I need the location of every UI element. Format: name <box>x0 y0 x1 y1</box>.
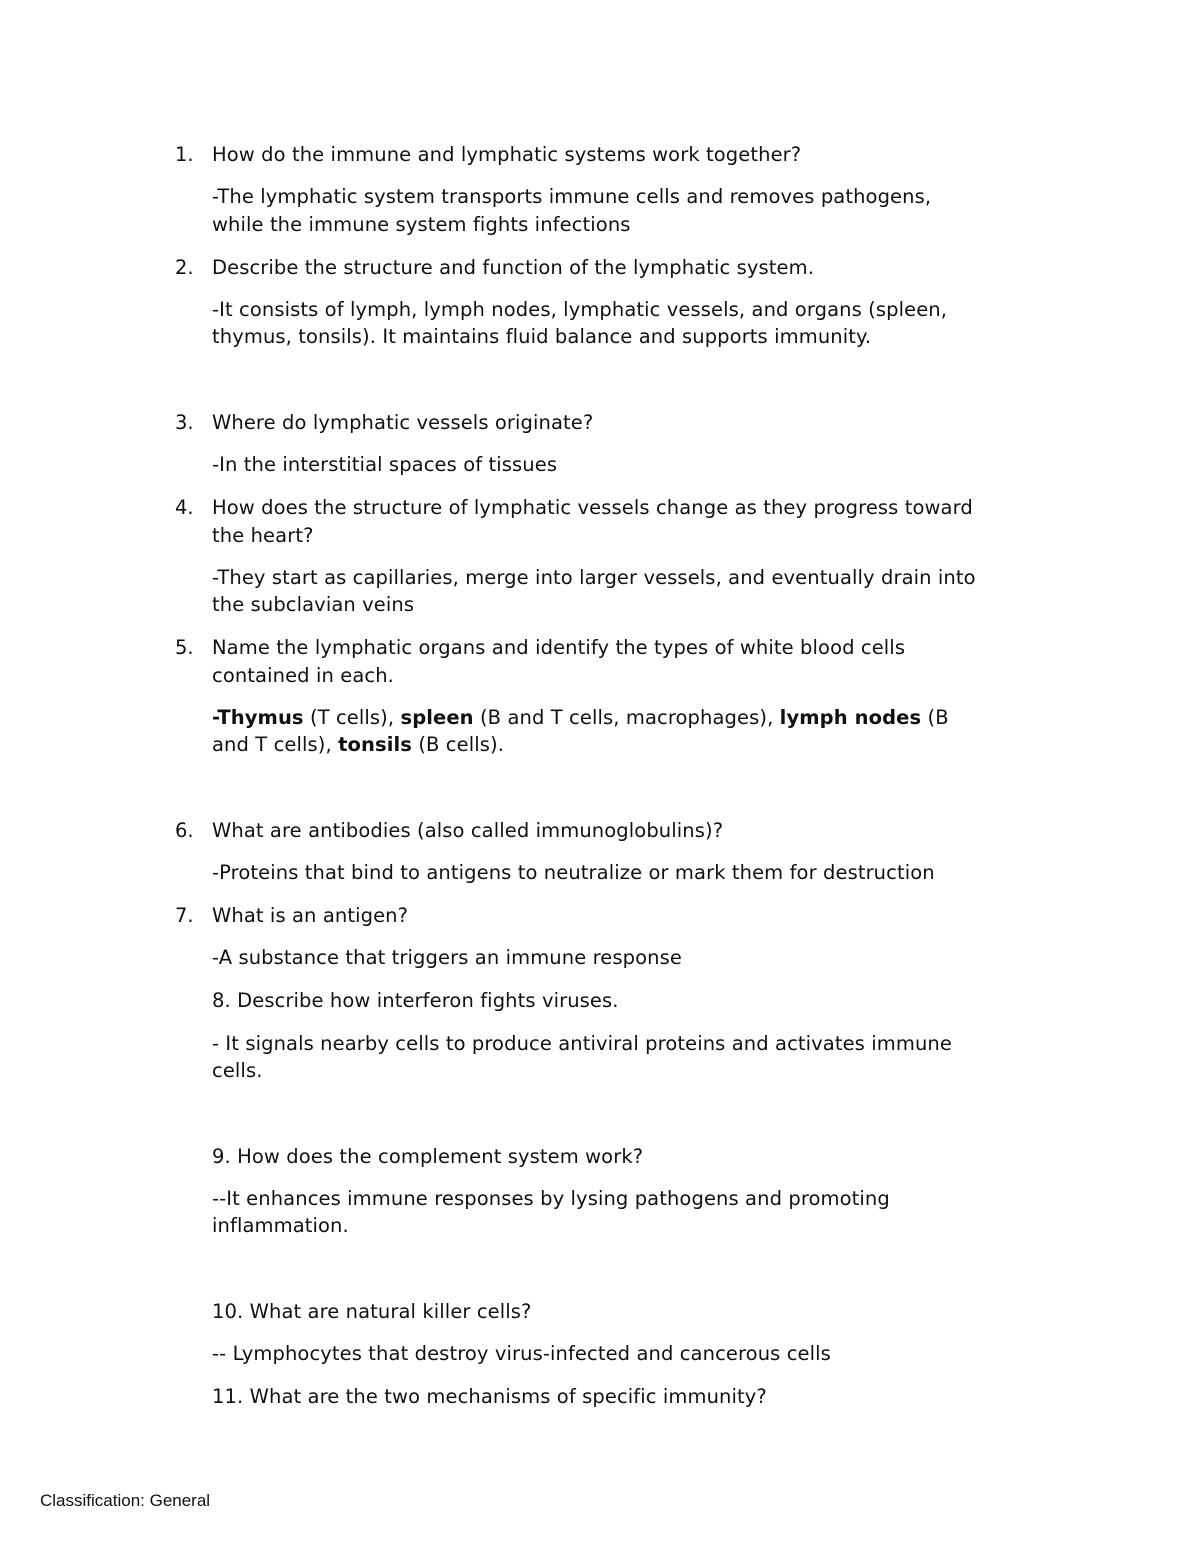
answer-text: -In the interstitial spaces of tissues <box>212 453 558 476</box>
classification-footer: Classification: General <box>40 1491 211 1510</box>
answer-fragment: (B cells). <box>412 733 505 756</box>
question-number: 4. <box>175 496 194 519</box>
answer-text: cells. <box>212 1059 263 1082</box>
bold-term-lymph-nodes: lymph nodes <box>779 706 922 729</box>
answer-text: --It enhances immune responses by lysing pathogens and promoting <box>212 1187 890 1210</box>
question-number: 3. <box>175 411 194 434</box>
question-number: 5. <box>175 636 194 659</box>
answer-text: -It consists of lymph, lymph nodes, lymphatic vessels, and organs (spleen, <box>212 298 948 321</box>
answer-fragment: (B and T cells, macrophages), <box>473 706 780 729</box>
question-text: 8. Describe how interferon fights viruses. <box>212 989 619 1012</box>
answer-text: thymus, tonsils). It maintains fluid balance and supports immunity. <box>212 325 872 348</box>
bold-term-tonsils: tonsils <box>338 733 413 756</box>
question-text: 9. How does the complement system work? <box>212 1145 644 1168</box>
answer-text <box>212 731 504 758</box>
answer-fragment: (T cells), <box>303 706 401 729</box>
answer-fragment: and T cells), <box>212 733 339 756</box>
question-text: contained in each. <box>212 664 394 687</box>
question-text: Describe the structure and function of the lymphatic system. <box>212 256 815 279</box>
question-text: What are antibodies (also called immunoglobulins)? <box>212 819 724 842</box>
answer-text: inflammation. <box>212 1214 349 1237</box>
answer-text: -They start as capillaries, merge into larger vessels, and eventually drain into <box>212 566 976 589</box>
question-number: 1. <box>175 143 194 166</box>
answer-text <box>212 704 949 731</box>
question-number: 6. <box>175 819 194 842</box>
answer-text: -The lymphatic system transports immune cells and removes pathogens, <box>212 185 932 208</box>
question-number: 7. <box>175 904 194 927</box>
question-text: What is an antigen? <box>212 904 409 927</box>
bold-term-spleen: spleen <box>400 706 474 729</box>
bold-term-thymus: -Thymus <box>212 706 304 729</box>
answer-text: the subclavian veins <box>212 593 415 616</box>
answer-text: - It signals nearby cells to produce antiviral proteins and activates immune <box>212 1032 952 1055</box>
question-text: 10. What are natural killer cells? <box>212 1300 532 1323</box>
question-text: Name the lymphatic organs and identify the types of white blood cells <box>212 636 906 659</box>
answer-fragment: (B <box>921 706 949 729</box>
question-text: the heart? <box>212 524 314 547</box>
question-text: 11. What are the two mechanisms of specific immunity? <box>212 1385 767 1408</box>
question-number: 2. <box>175 256 194 279</box>
question-text: Where do lymphatic vessels originate? <box>212 411 594 434</box>
answer-text: -- Lymphocytes that destroy virus-infected and cancerous cells <box>212 1342 831 1365</box>
answer-text: -Proteins that bind to antigens to neutralize or mark them for destruction <box>212 861 935 884</box>
question-text: How does the structure of lymphatic vessels change as they progress toward <box>212 496 973 519</box>
answer-text: -A substance that triggers an immune response <box>212 946 682 969</box>
answer-text: while the immune system fights infections <box>212 213 631 236</box>
question-text: How do the immune and lymphatic systems work together? <box>212 143 802 166</box>
